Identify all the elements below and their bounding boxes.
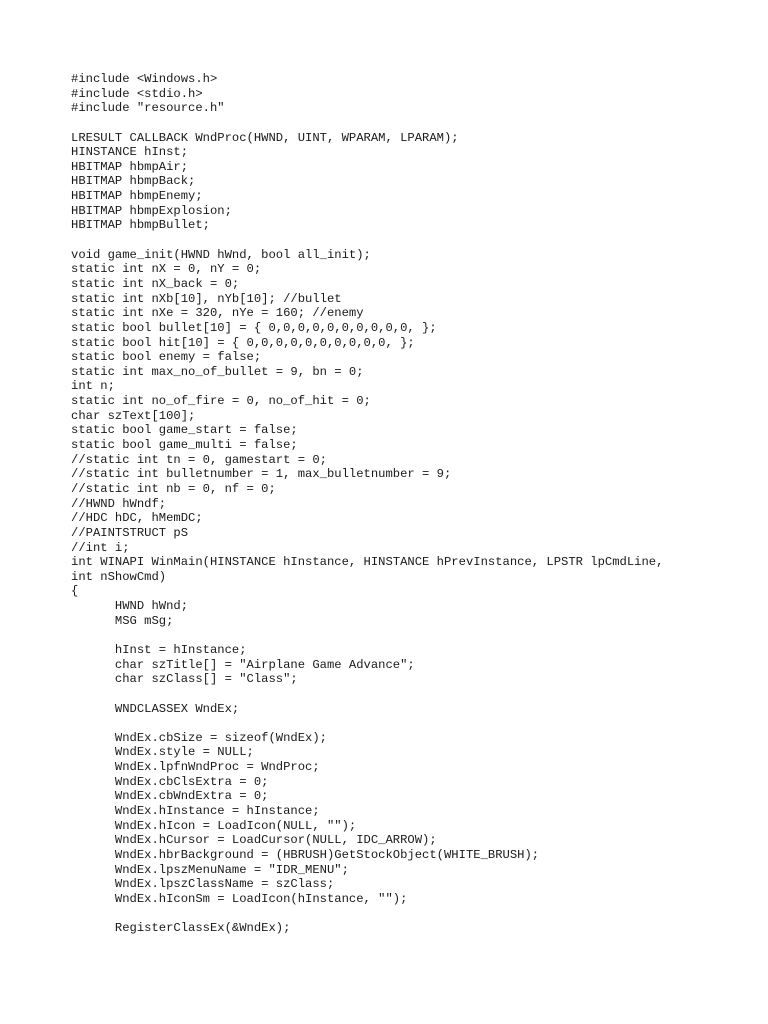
code-line: WndEx.hIconSm = LoadIcon(hInstance, ""); — [71, 891, 408, 906]
code-line: { — [71, 584, 79, 599]
code-line: int WINAPI WinMain(HINSTANCE hInstance, HINSTANCE hPrevInstance, LPSTR lpCmdLine, — [71, 555, 664, 570]
code-line — [71, 233, 731, 248]
code-line: //HDC hDC, hMemDC; — [71, 511, 203, 526]
code-line: WndEx.cbWndExtra = 0; — [71, 789, 269, 804]
code-line: void game_init(HWND hWnd, bool all_init); — [71, 247, 371, 262]
source-code-block — [71, 72, 731, 936]
code-line — [71, 687, 731, 702]
code-line: WndEx.hCursor = LoadCursor(NULL, IDC_ARROW); — [71, 833, 437, 848]
code-line: WndEx.hInstance = hInstance; — [71, 804, 320, 819]
code-line: HBITMAP hbmpBullet; — [71, 218, 210, 233]
code-line: //HWND hWndf; — [71, 496, 167, 511]
code-line: WndEx.hbrBackground = (HBRUSH)GetStockObject(WHITE_BRUSH); — [71, 847, 540, 862]
code-line: static bool game_multi = false; — [71, 438, 298, 453]
code-line: HBITMAP hbmpExplosion; — [71, 203, 232, 218]
code-line: #include <Windows.h> — [71, 72, 218, 86]
code-line: static int nXb[10], nYb[10]; //bullet — [71, 291, 342, 306]
code-line: HBITMAP hbmpBack; — [71, 174, 196, 189]
code-line: HWND hWnd; — [71, 599, 189, 614]
code-line: //PAINTSTRUCT pS — [71, 525, 189, 540]
code-line: char szClass[] = "Class"; — [71, 672, 298, 687]
code-line — [71, 116, 731, 131]
code-line: WndEx.style = NULL; — [71, 745, 254, 760]
code-line: #include "resource.h" — [71, 101, 225, 116]
code-line: static int max_no_of_bullet = 9, bn = 0; — [71, 364, 364, 379]
code-line: #include <stdio.h> — [71, 86, 203, 101]
code-line: //static int tn = 0, gamestart = 0; — [71, 452, 327, 467]
code-line: //static int nb = 0, nf = 0; — [71, 481, 276, 496]
code-line: WndEx.hIcon = LoadIcon(NULL, ""); — [71, 818, 357, 833]
code-line: WndEx.cbClsExtra = 0; — [71, 774, 269, 789]
code-line: HBITMAP hbmpEnemy; — [71, 189, 203, 204]
code-line: char szText[100]; — [71, 408, 196, 423]
code-line: static int nXe = 320, nYe = 160; //enemy — [71, 306, 364, 321]
code-line: static int no_of_fire = 0, no_of_hit = 0; — [71, 394, 371, 409]
code-line — [71, 907, 731, 922]
code-line: HBITMAP hbmpAir; — [71, 159, 189, 174]
code-line: static bool hit[10] = { 0,0,0,0,0,0,0,0,0,0, }; — [71, 335, 415, 350]
code-line: LRESULT CALLBACK WndProc(HWND, UINT, WPARAM, LPARAM); — [71, 130, 459, 145]
code-line: WndEx.cbSize = sizeof(WndEx); — [71, 730, 327, 745]
code-line: RegisterClassEx(&WndEx); — [71, 921, 291, 936]
code-line: WndEx.lpszMenuName = "IDR_MENU"; — [71, 862, 349, 877]
code-line: WndEx.lpfnWndProc = WndProc; — [71, 760, 320, 775]
code-line: WNDCLASSEX WndEx; — [71, 701, 240, 716]
code-line: static int nX = 0, nY = 0; — [71, 262, 262, 277]
code-line: int nShowCmd) — [71, 569, 167, 584]
code-line: WndEx.lpszClassName = szClass; — [71, 877, 335, 892]
code-line: int n; — [71, 379, 115, 394]
code-line: //static int bulletnumber = 1, max_bulletnumber = 9; — [71, 467, 452, 482]
code-line: HINSTANCE hInst; — [71, 145, 189, 160]
code-line: MSG mSg; — [71, 613, 174, 628]
code-line: char szTitle[] = "Airplane Game Advance"; — [71, 657, 415, 672]
code-line: static bool enemy = false; — [71, 350, 262, 365]
code-line: //int i; — [71, 540, 130, 555]
code-line: static int nX_back = 0; — [71, 276, 240, 291]
code-line: hInst = hInstance; — [71, 642, 247, 657]
code-line: static bool game_start = false; — [71, 423, 298, 438]
code-line — [71, 716, 731, 731]
code-line — [71, 628, 731, 643]
code-line: static bool bullet[10] = { 0,0,0,0,0,0,0,0,0,0, }; — [71, 320, 437, 335]
